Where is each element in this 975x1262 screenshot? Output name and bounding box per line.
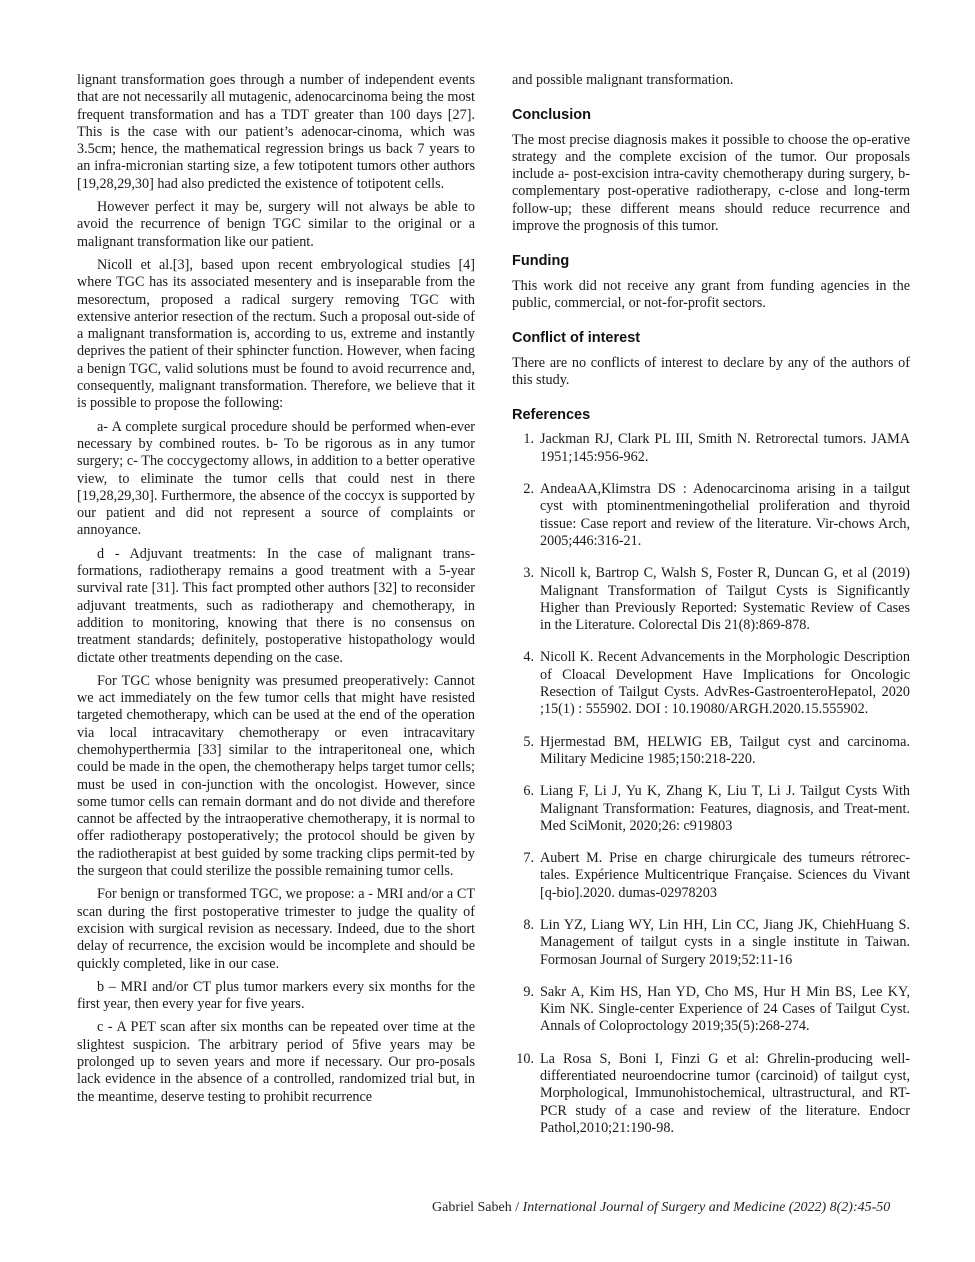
conflict-heading: Conflict of interest [512,330,641,347]
funding-heading: Funding [512,253,570,270]
references-list [512,431,910,1137]
body-paragraph: b – MRI and/or CT plus tumor markers every six months for the first year, then every year for five years. [77,978,475,1013]
reference-number: 1. [523,431,534,448]
body-paragraph: However perfect it may be, surgery will not always be able to avoid the recurrence of benign TGC similar to the original or a malignant transformation like our patient. [77,199,475,250]
right-column [512,72,910,1152]
reference-item [512,917,910,969]
body-paragraph: lignant transformation goes through a number of independent events that are not necessarily all mutagenic, adenocarcinoma being the most frequent transformation and has a TDT greater than 100 days [27]. This is the case with our patient’s adenocar-cinoma, which was 3.5cm; hence, the mathematical regression brings us back 7 years to an infra-micronian starting size, a few totipotent tumors other authors [19,28,29,30] had also predicted the existence of totipotent cells. [77,72,475,192]
reference-number: 3. [523,565,534,582]
body-paragraph: c - A PET scan after six months can be repeated over time at the slightest suspicion. The arbitrary period of 5five years may be prolonged up to seven years and more if necessary. Our pro-posals lack evidence in the absence of a controlled, randomized trial but, in the meantime, deserve testing to prohibit recurrence [77,1019,475,1105]
reference-item [512,734,910,769]
reference-item [512,565,910,634]
reference-item [512,481,910,550]
reference-number: 7. [523,850,534,867]
reference-item [512,850,910,902]
reference-text: Hjermestad BM, HELWIG EB, Tailgut cyst and carcinoma. Military Medicine 1985;150:218-220. [540,733,910,767]
reference-number: 8. [523,916,534,933]
reference-number: 6. [523,783,534,800]
conflict-section [512,330,910,389]
conclusion-heading: Conclusion [512,107,591,124]
body-paragraph: For benign or transformed TGC, we propose: a - MRI and/or a CT scan during the first postoperative trimester to judge the quality of excision with surgical revision as necessary. Indeed, due to the short delay of recurrence, the excision would be incomplete and should be quickly completed, like in our case. [77,886,475,972]
conclusion-text: The most precise diagnosis makes it possible to choose the op-erative strategy and the complete excision of the tumor. Our proposals include a- post-excision intra-cavity chemotherapy during surgery, b- complementary post-operative radiotherapy, c-close and long-term follow-up; these different means should reduce recurrence and improve the prognosis of this tumor. [512,131,910,235]
reference-item [512,649,910,718]
body-paragraph: a- A complete surgical procedure should be performed when-ever necessary by combined routes. b- To be rigorous as in any tumor surgery; c- The coccygectomy allows, in addition to a better operative view, to eliminate the tumor cells that could nest in there [19,28,29,30]. Furthermore, the absence of the coccyx is supported by our patient and did not represent a source of complaints or annoyance. [77,418,475,539]
continuation-paragraph: and possible malignant transformation. [512,72,734,88]
reference-item [512,984,910,1036]
funding-section [512,253,910,312]
reference-text: Nicoll k, Bartrop C, Walsh S, Foster R, Duncan G, et al (2019) Malignant Transformation of Tailgut Cysts is Significantly Higher than Previously Reported: Systematic Review of Cases in the Literature. Colorectal Dis 21(8):869-878. [540,565,910,634]
reference-text: Nicoll K. Recent Advancements in the Morphologic Description of Cloacal Development Have Implications for Oncologic Resection of Tailgut Cysts. AdvRes-GastroenteroHepatol, 2020 ;15(1) : 555902. DOI : 10.19080/ARGH.2020.15.555902. [540,649,910,718]
reference-item [512,431,910,466]
left-column [77,72,475,1112]
reference-text: Jackman RJ, Clark PL III, Smith N. Retrorectal tumors. JAMA 1951;145:956-962. [540,431,910,465]
reference-number: 9. [523,983,534,1000]
references-heading: References [512,407,591,424]
footer-journal-citation: International Journal of Surgery and Medicine (2022) 8(2):45-50 [522,1200,891,1215]
conflict-text: There are no conflicts of interest to declare by any of the authors of this study. [512,354,910,388]
funding-text: This work did not receive any grant from funding agencies in the public, commercial, or not-for-profit sectors. [512,277,910,311]
reference-text: La Rosa S, Boni I, Finzi G et al: Ghrelin-producing well-differentiated neuroendocrine tumor (carcinoid) of tailgut cyst, Morphological, Immunohistochemical, ultrastructural, and RT-PCR study of a case and review of the literature. Endocr Pathol,2010;21:190-98. [540,1050,910,1136]
page-footer [432,1200,912,1216]
reference-number: 4. [523,649,534,666]
reference-number: 10. [516,1050,534,1067]
footer-separator: / [511,1200,523,1215]
reference-text: AndeaAA,Klimstra DS : Adenocarcinoma arising in a tailgut cyst with ptominentmeningothelial proliferation and thyroid tissue: Case report and review of the literature. Vir-chows Arch, 2005;446:316-21. [540,481,910,549]
reference-text: Aubert M. Prise en charge chirurgicale des tumeurs rétrorec-tales. Expérience Multicentrique Française. Sciences du Vivant [q-bio].2020. dumas-02978203 [540,850,910,901]
reference-number: 2. [523,481,534,498]
reference-item [512,783,910,835]
reference-text: Liang F, Li J, Yu K, Zhang K, Liu T, Li J. Tailgut Cysts With Malignant Transformation: Features, diagnosis, and Treat-ment. Med SciMonit, 2020;26: c919803 [540,783,910,834]
conclusion-section [512,107,910,235]
reference-item [512,1051,910,1137]
reference-text: Lin YZ, Liang WY, Lin HH, Lin CC, Jiang JK, ChiehHuang S. Management of tailgut cysts in a single institute in Taiwan. Formosan Journal of Surgery 2019;52:11-16 [540,916,910,968]
body-paragraph: Nicoll et al.[3], based upon recent embryological studies [4] where TGC has its associated mesentery and is inseparable from the mesorectum, proposed a radical surgery removing TGC with extensive anterior resection of the rectum. Such a proposal out-side of a malignant transformation is, according to us, extreme and instantly deprives the patient of their sphincter function. However, when facing a benign TGC, valid solutions must be found to avoid recurrence and, consequently, malignant transformation. Therefore, we believe that it is possible to propose the following: [77,256,475,412]
body-paragraph: d - Adjuvant treatments: In the case of malignant trans-formations, radiotherapy remains a good treatment with a 5-year survival rate [31]. This fact prompted other authors [32] to reconsider adjuvant treatments, such as radiotherapy and chemotherapy, in addition to monitoring, knowing that there is no consensus on treatment standards; definitely, postoperative histopathology would dictate other treatments depending on the case. [77,545,475,666]
body-paragraph: For TGC whose benignity was presumed preoperatively: Cannot we act immediately on the few tumor cells that might have resisted targeted chemotherapy, which can be used at the end of the operation via local intracavitary chemotherapy or even intracavitary chemohyperthermia [33] similar to the intraperitoneal one, which could be made in the open, the chemotherapy helps target tumor cells; must be used in con-junction with the oncologist. However, since some tumor cells can remain dormant and do not divide and therefore cannot be affected by the intraoperative chemotherapy, it is normal to offer radiotherapy postoperatively; the protocol should be given by the radiotherapist at best guided by some tracking clips permit-ted by the surgeon that could sterilize the possible remaining tumor cells. [77,672,475,880]
references-section [512,407,910,1137]
reference-text: Sakr A, Kim HS, Han YD, Cho MS, Hur H Min BS, Lee KY, Kim NK. Single-center Experience of 24 Cases of Tailgut Cyst. Annals of Coloproctology 2019;35(5):268-274. [540,983,910,1035]
reference-number: 5. [523,733,534,750]
footer-author: Gabriel Sabeh [432,1200,512,1215]
